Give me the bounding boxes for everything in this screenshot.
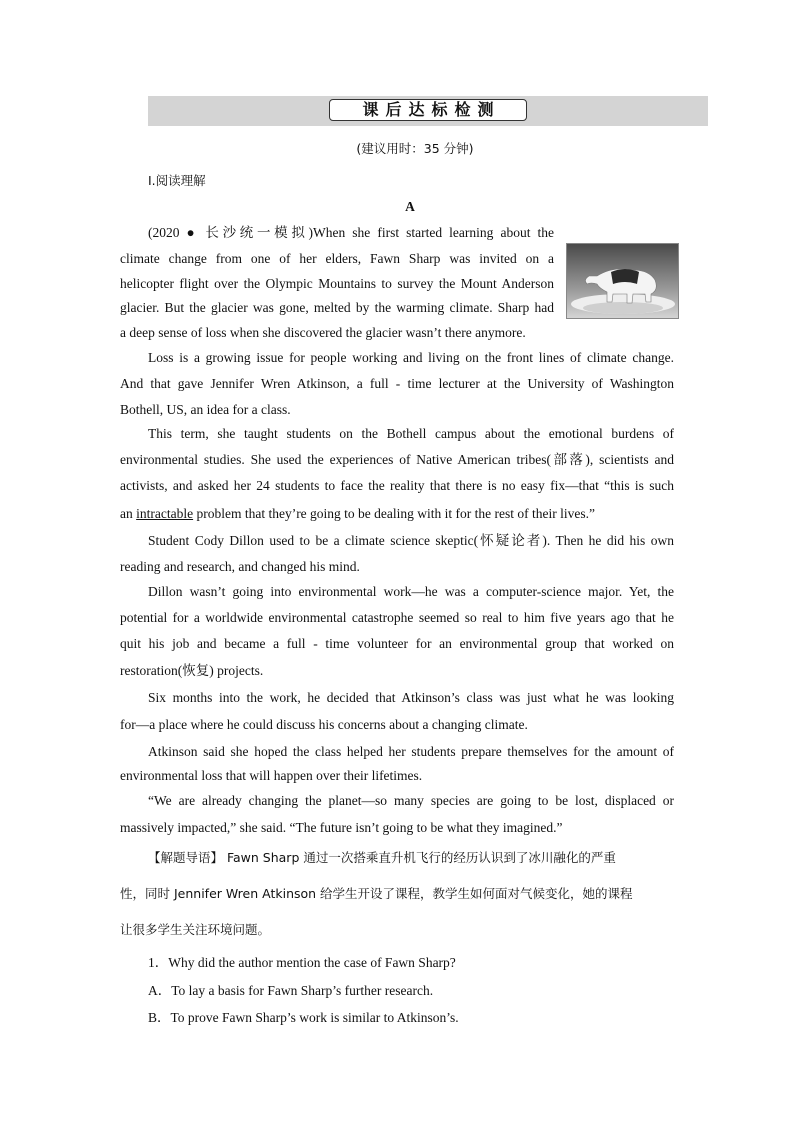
source-note: (2020 ● 长沙统一模拟) [148, 225, 313, 240]
passage-p5-line1: Dillon wasn’t going into environmental work—he was a computer-science major. Yet, the [148, 584, 674, 599]
passage-p2-line1: Loss is a growing issue for people working and living on the front lines of climate change. [148, 350, 674, 365]
passage-label: A [405, 199, 415, 214]
passage-p3-line3: activists, and asked her 24 students to face the reality that there is no easy fix—that “this is such [120, 478, 674, 493]
passage-p8-line2: massively impacted,” she said. “The future isn’t going to be what they imagined.” [120, 820, 563, 835]
passage-p8-line1: “We are already changing the planet—so many species are going to be lost, displaced or [148, 793, 674, 808]
option-b: B．To prove Fawn Sharp’s work is similar to Atkinson’s. [148, 1010, 459, 1025]
passage-p2-line3: Bothell, US, an idea for a class. [120, 402, 291, 417]
passage-p6-line1: Six months into the work, he decided that Atkinson’s class was just what he was looking [148, 690, 674, 705]
guide-line1: 【解题导语】 Fawn Sharp 通过一次搭乘直升机飞行的经历认识到了冰川融化的严重 [148, 850, 616, 865]
underlined-word: intractable [136, 506, 194, 521]
passage-p1-line2: climate change from one of her elders, Fawn Sharp was invited on a [120, 251, 554, 266]
passage-p4-line1: Student Cody Dillon used to be a climate science skeptic(怀疑论者). Then he did his own [148, 533, 674, 548]
passage-p3-line2: environmental studies. She used the experiences of Native American tribes(部落), scientists and [120, 452, 674, 467]
guide-line3: 让很多学生关注环境问题。 [120, 922, 271, 937]
section-banner [148, 96, 708, 126]
passage-p1-line4: glacier. But the glacier was gone, melted by the warming climate. Sharp had [120, 300, 554, 315]
passage-p1-line1: (2020 ● 长沙统一模拟)When she first started learning about the [148, 225, 554, 240]
passage-p5-line4: restoration(恢复) projects. [120, 663, 264, 678]
passage-p1-line3: helicopter flight over the Olympic Mountains to survey the Mount Anderson [120, 276, 554, 291]
passage-p5-line3: quit his job and became a full - time volunteer for an environmental group that worked on [120, 636, 674, 651]
polar-bear-photo [566, 243, 679, 319]
question-stem: 1．Why did the author mention the case of Fawn Sharp? [148, 955, 456, 970]
passage-p3-line4: an intractable problem that they’re going to be dealing with it for the rest of their lives.” [120, 506, 595, 521]
passage-p1-line5: a deep sense of loss when she discovered the glacier wasn’t there anymore. [120, 325, 526, 340]
passage-p7-line2: environmental loss that will happen over their lifetimes. [120, 768, 423, 783]
guide-line2: 性，同时 Jennifer Wren Atkinson 给学生开设了课程，教学生如何面对气候变化，她的课程 [120, 886, 633, 901]
polar-bear-icon [567, 244, 679, 319]
time-hint: (建议用时：35 分钟) [356, 141, 474, 156]
banner-title: 课后达标检测 [329, 99, 527, 121]
section-heading: Ⅰ.阅读理解 [148, 173, 206, 188]
option-a: A．To lay a basis for Fawn Sharp’s further research. [148, 983, 434, 998]
passage-p5-line2: potential for a worldwide environmental catastrophe seemed so real to him five years ago that he [120, 610, 674, 625]
passage-p4-line2: reading and research, and changed his mind. [120, 559, 360, 574]
passage-p2-line2: And that gave Jennifer Wren Atkinson, a full - time lecturer at the University of Washington [120, 376, 674, 391]
passage-p3-line1: This term, she taught students on the Bothell campus about the emotional burdens of [148, 426, 674, 441]
passage-p6-line2: for—a place where he could discuss his concerns about a changing climate. [120, 717, 528, 732]
passage-p7-line1: Atkinson said she hoped the class helped her students prepare themselves for the amount of [148, 744, 674, 759]
